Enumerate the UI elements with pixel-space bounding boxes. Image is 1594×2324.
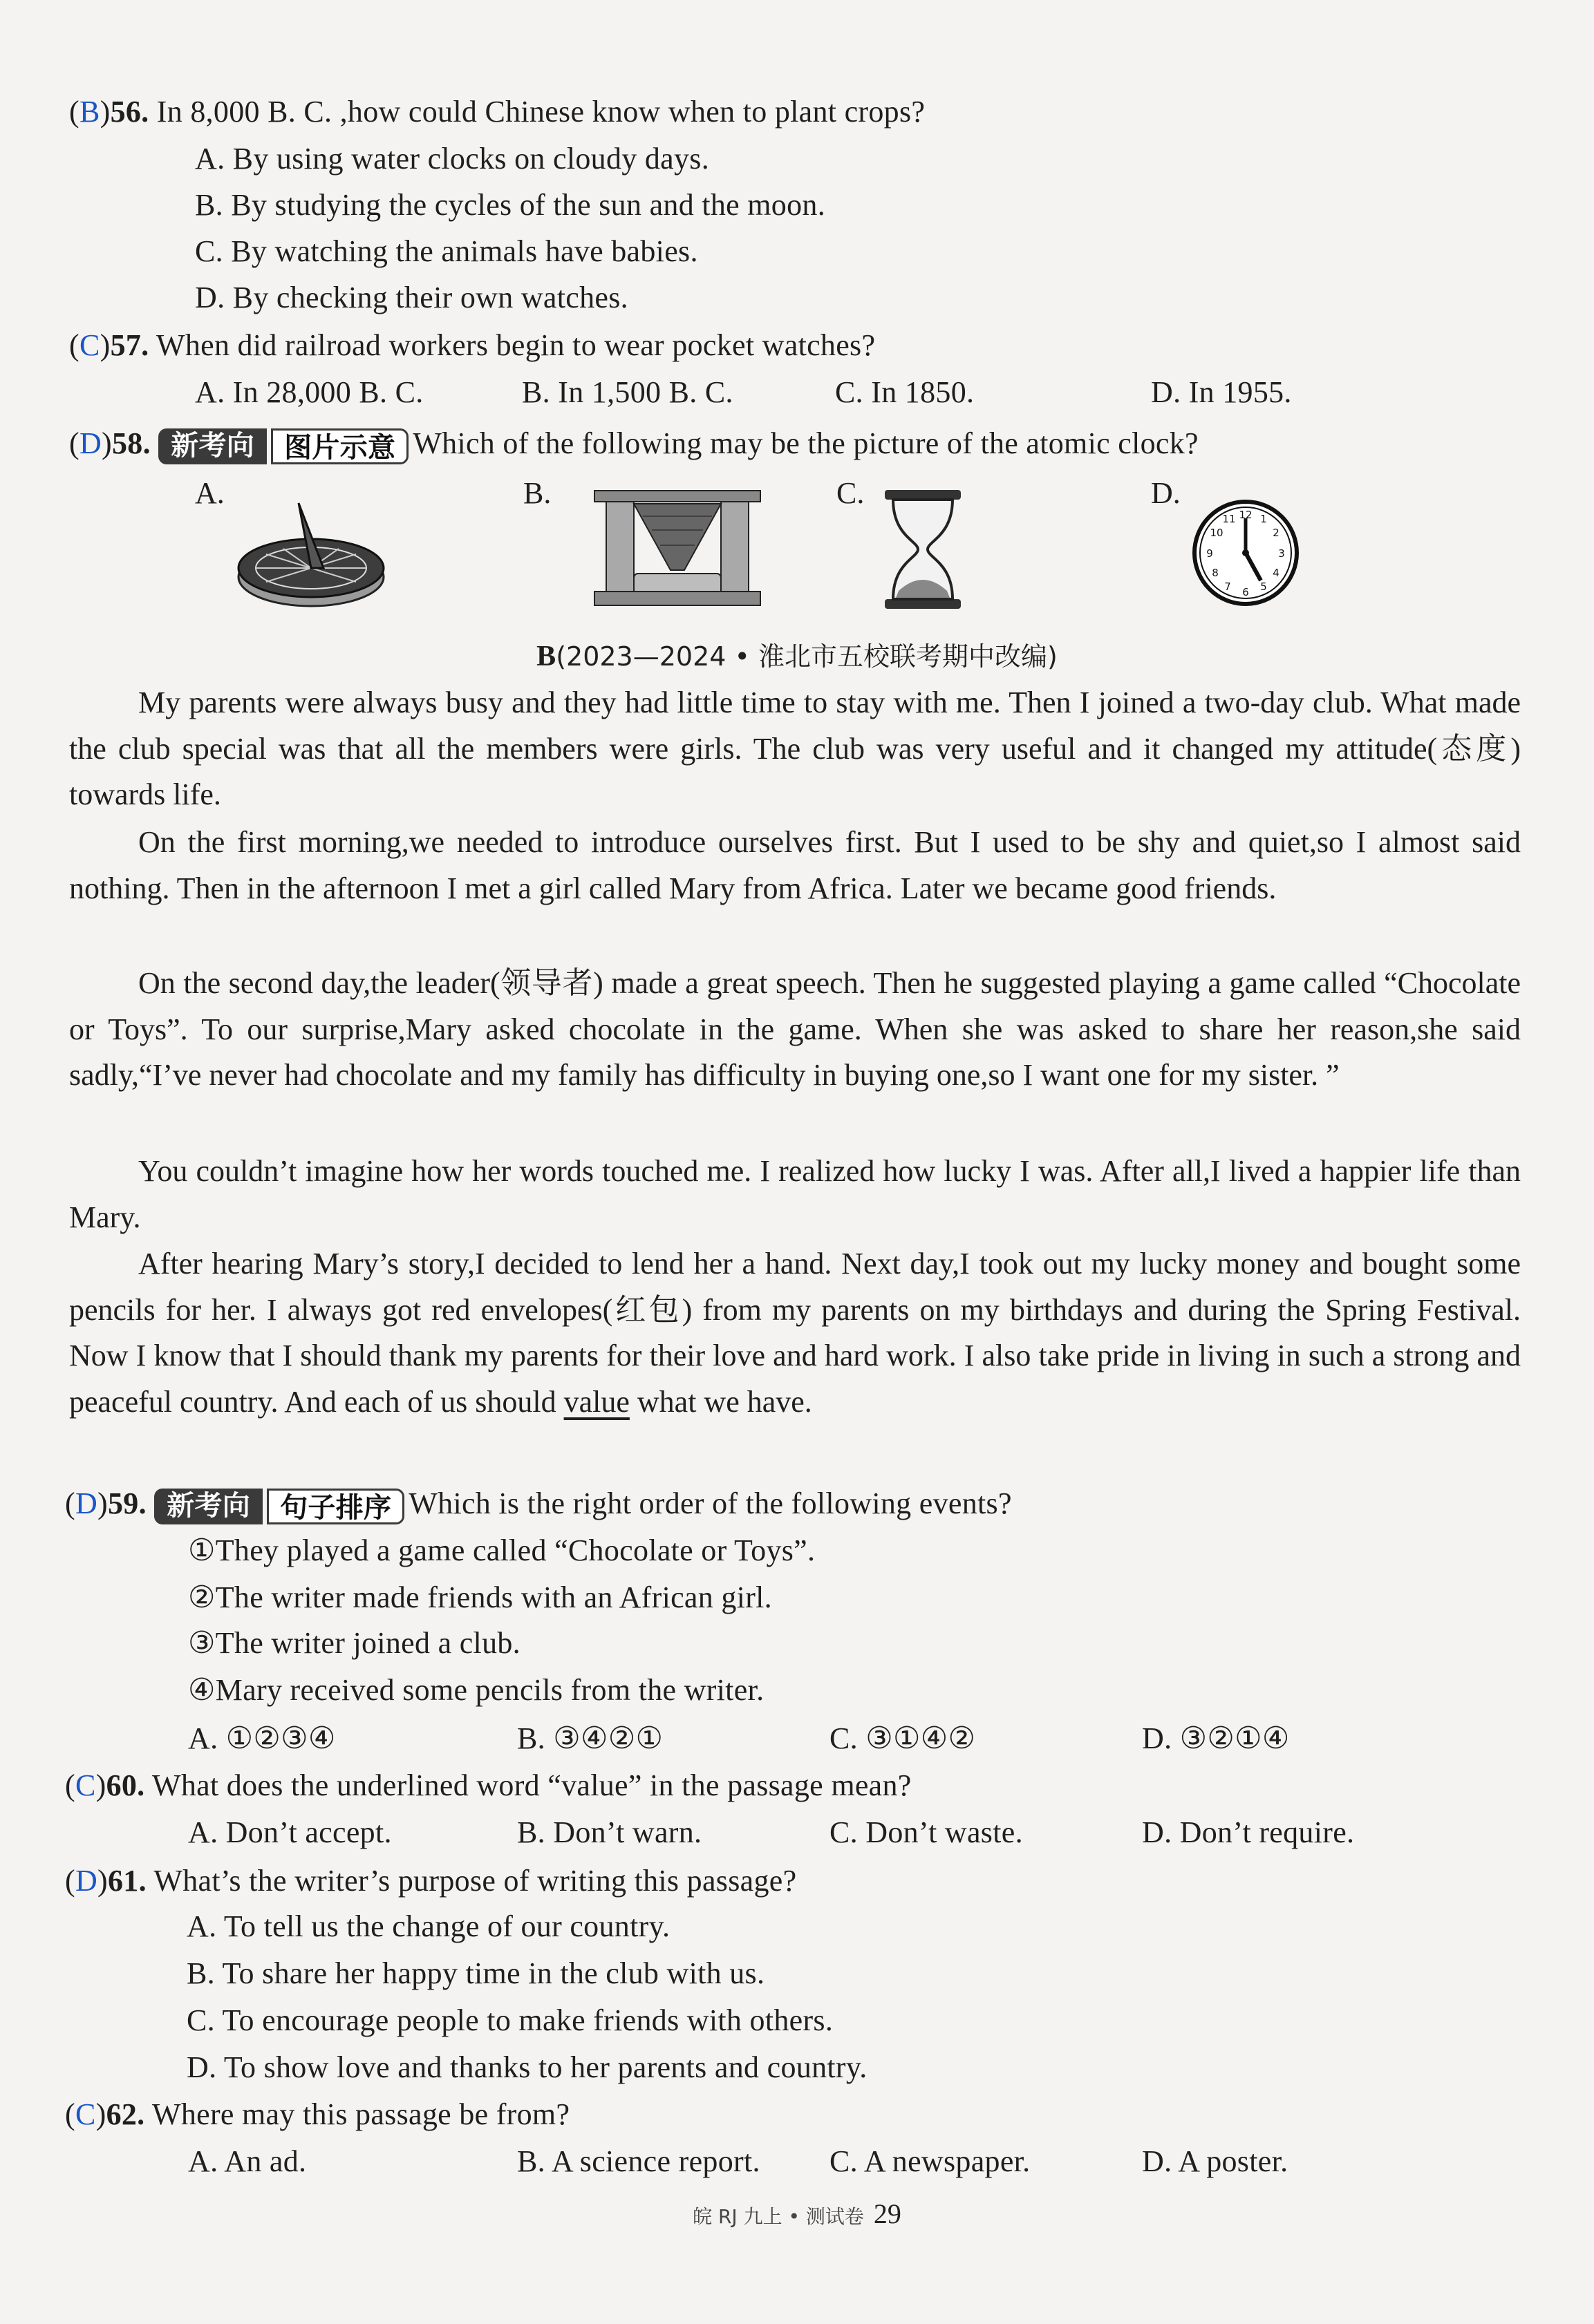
question-number: 60. — [106, 1768, 145, 1802]
paragraph-5 — [69, 1241, 1521, 1425]
question-stem: What’s the writer’s purpose of writing this passage? — [153, 1864, 797, 1898]
option-label: C. — [836, 476, 865, 510]
option: B. A science report. — [517, 2144, 760, 2178]
paragraph-text: My parents were always busy and they had little time to stay with me. Then I joined a two-day club. What made the club special was that all the members were girls. The club was very useful and it changed my attitude(态度) towards life. — [69, 686, 1521, 811]
passage-source: (2023—2024 • 淮北市五校联考期中改编) — [556, 641, 1058, 672]
paragraph-1 — [69, 680, 1521, 818]
question-56: (B)56. In 8,000 B. C. ,how could Chinese know when to plant crops? — [69, 95, 926, 129]
option-label: D. — [1151, 476, 1181, 510]
option: D. By checking their own watches. — [195, 281, 628, 314]
question-58: (D)58. 新考向 图片示意 Which of the following may be the picture of the atomic clock? — [69, 426, 1199, 464]
clock-icon — [1190, 498, 1301, 608]
answer-56: B — [79, 95, 100, 129]
option: A. By using water clocks on cloudy days. — [195, 142, 709, 176]
paragraph-text: After hearing Mary’s story,I decided to lend her a hand. Next day,I took out my lucky money and bought some pencils for her. I always got red envelopes(红包) from my parents on my birthdays and during the Spring Festival. Now I know that I should thank my parents for their love and hard work. I also take pride in living in such a strong and peaceful country. And each of us should — [69, 1247, 1521, 1419]
option: B. By studying the cycles of the sun and the moon. — [195, 188, 825, 222]
paragraph-text: You couldn’t imagine how her words touched me. I realized how lucky I was. After all,I lived a happier life than Mary. — [69, 1154, 1521, 1234]
question-number: 58. — [111, 426, 151, 460]
option: C. By watching the animals have babies. — [195, 234, 698, 268]
question-60: (C)60. What does the underlined word “value” in the passage mean? — [65, 1768, 912, 1802]
svg-text:8: 8 — [1212, 567, 1219, 579]
svg-text:11: 11 — [1222, 513, 1236, 525]
question-number: 62. — [106, 2097, 145, 2131]
answer-61: D — [75, 1864, 98, 1898]
option: C. Don’t waste. — [829, 1815, 1023, 1849]
event-item: ③The writer joined a club. — [188, 1626, 521, 1660]
svg-text:5: 5 — [1260, 580, 1267, 593]
option: A. In 28,000 B. C. — [195, 375, 424, 409]
option: A. An ad. — [188, 2144, 307, 2178]
paragraph-text: On the first morning,we needed to introduce ourselves first. But I used to be shy and quiet,so I almost said nothing. Then in the afternoon I met a girl called Mary from Africa. Later we became good friends. — [69, 825, 1521, 905]
svg-text:4: 4 — [1273, 567, 1279, 579]
question-stem: When did railroad workers begin to wear pocket watches? — [156, 328, 876, 362]
option: D. To show love and thanks to her parents and country. — [187, 2050, 868, 2084]
question-type-tag: 图片示意 — [271, 428, 409, 464]
option: B. ③④②① — [517, 1721, 664, 1755]
question-57: (C)57. When did railroad workers begin to wear pocket watches? — [69, 328, 876, 362]
answer-60: C — [75, 1768, 96, 1802]
water-clock-icon — [591, 487, 764, 608]
svg-text:12: 12 — [1239, 509, 1253, 521]
option: D. Don’t require. — [1142, 1815, 1355, 1849]
new-trend-tag: 新考向 — [154, 1489, 263, 1524]
svg-text:2: 2 — [1273, 527, 1279, 539]
option-label: B. — [523, 476, 552, 510]
option: C. ③①④② — [829, 1721, 976, 1755]
answer-58: D — [79, 426, 102, 460]
option: D. A poster. — [1142, 2144, 1288, 2178]
option: A. ①②③④ — [188, 1721, 336, 1755]
hourglass-icon — [878, 487, 968, 612]
question-stem: Which is the right order of the following events? — [409, 1486, 1012, 1520]
option: D. In 1955. — [1151, 375, 1292, 409]
question-59: (D)59. 新考向 句子排序 Which is the right order of the following events? — [65, 1486, 1012, 1524]
event-item: ④Mary received some pencils from the writer. — [188, 1673, 765, 1707]
option: B. In 1,500 B. C. — [522, 375, 733, 409]
paragraph-2 — [69, 820, 1521, 911]
svg-text:6: 6 — [1242, 586, 1249, 598]
option: C. In 1850. — [835, 375, 975, 409]
question-number: 56. — [110, 95, 149, 129]
underlined-word: value — [563, 1384, 630, 1419]
page-number: 29 — [873, 2198, 901, 2229]
passage-heading — [0, 637, 1594, 676]
question-number: 57. — [110, 328, 149, 362]
new-trend-tag: 新考向 — [158, 428, 267, 464]
svg-text:1: 1 — [1260, 513, 1267, 525]
question-number: 61. — [107, 1864, 147, 1898]
question-type-tag: 句子排序 — [267, 1489, 404, 1524]
page-footer — [0, 2198, 1594, 2230]
event-item: ②The writer made friends with an African girl. — [188, 1580, 772, 1614]
paragraph-text: what we have. — [629, 1384, 812, 1419]
paragraph-text: On the second day,the leader(领导者) made a great speech. Then he suggested playing a game called “Chocolate or Toys”. To our surprise,Mary asked chocolate in the game. When she was asked to share her reason,she said sadly,“I’ve never had chocolate and my family has difficulty in buying one,so I want one for my sister. ” — [69, 966, 1521, 1092]
answer-62: C — [75, 2097, 96, 2131]
paragraph-3 — [69, 961, 1521, 1099]
option: B. To share her happy time in the club with us. — [187, 1956, 765, 1990]
question-number: 59. — [107, 1486, 147, 1520]
answer-59: D — [75, 1486, 98, 1520]
footer-label: 皖 RJ 九上 • 测试卷 — [693, 2205, 864, 2228]
option: C. A newspaper. — [829, 2144, 1031, 2178]
svg-text:10: 10 — [1210, 527, 1223, 539]
question-stem: What does the underlined word “value” in the passage mean? — [151, 1768, 912, 1802]
question-stem: In 8,000 B. C. ,how could Chinese know when to plant crops? — [156, 95, 926, 129]
section-letter: B — [536, 641, 556, 672]
sundial-icon — [235, 491, 387, 615]
svg-text:7: 7 — [1224, 580, 1231, 593]
option: A. To tell us the change of our country. — [187, 1909, 671, 1943]
option: B. Don’t warn. — [517, 1815, 702, 1849]
question-stem: Where may this passage be from? — [151, 2097, 570, 2131]
option: D. ③②①④ — [1142, 1721, 1290, 1755]
option: C. To encourage people to make friends with others. — [187, 2003, 834, 2037]
answer-57: C — [79, 328, 100, 362]
svg-text:9: 9 — [1206, 547, 1213, 560]
option: A. Don’t accept. — [188, 1815, 392, 1849]
paragraph-4 — [69, 1149, 1521, 1240]
question-stem: Which of the following may be the picture of the atomic clock? — [413, 426, 1199, 460]
event-item: ①They played a game called “Chocolate or Toys”. — [188, 1533, 816, 1567]
question-62: (C)62. Where may this passage be from? — [65, 2097, 570, 2131]
svg-text:3: 3 — [1278, 547, 1285, 560]
option-label: A. — [195, 476, 225, 510]
question-61: (D)61. What’s the writer’s purpose of writing this passage? — [65, 1864, 797, 1898]
